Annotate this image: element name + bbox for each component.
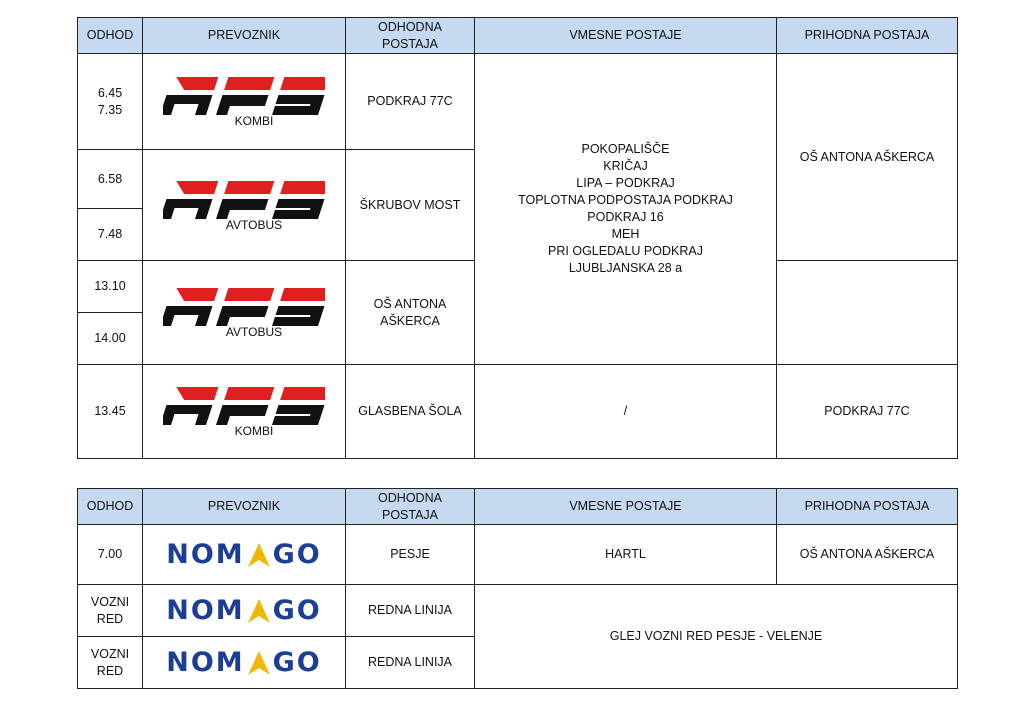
col-header-prevoznik: PREVOZNIK [143, 489, 346, 525]
vehicle-type: AVTOBUS [225, 325, 283, 339]
intermediate-stops: HARTL [475, 525, 777, 585]
aps-logo [163, 385, 325, 427]
departure-station: PESJE [346, 525, 475, 585]
vehicle-type: KOMBI [234, 114, 274, 128]
table-header-row [78, 18, 958, 54]
departure-time: 14.00 [78, 313, 143, 365]
arrival-station: PODKRAJ 77C [777, 365, 958, 459]
carrier-cell [143, 637, 346, 689]
departure-time: 6.58 [78, 150, 143, 209]
departure-time: 13.10 [78, 261, 143, 313]
carrier-cell [143, 585, 346, 637]
table-header-row [78, 489, 958, 525]
nomago-logo: NOM GO [166, 594, 322, 626]
col-header-vmesne-postaje: VMESNE POSTAJE [475, 18, 777, 54]
col-header-vmesne-postaje: VMESNE POSTAJE [475, 489, 777, 525]
carrier-cell [143, 525, 346, 585]
carrier-cell [143, 261, 346, 365]
col-header-odhodna-postaja: ODHODNA POSTAJA [346, 18, 475, 54]
departure-station: PODKRAJ 77C [346, 54, 475, 150]
departure-station: REDNA LINIJA [346, 637, 475, 689]
vehicle-type: KOMBI [234, 424, 274, 438]
col-header-odhodna-postaja: ODHODNA POSTAJA [346, 489, 475, 525]
departure-time: 7.48 [78, 209, 143, 261]
carrier-cell [143, 150, 346, 261]
col-header-odhod: ODHOD [78, 18, 143, 54]
table-row [78, 365, 958, 459]
intermediate-stops: / [475, 365, 777, 459]
aps-logo [163, 286, 325, 328]
schedule-note: GLEJ VOZNI RED PESJE - VELENJE [475, 585, 958, 689]
table-row [78, 54, 958, 150]
departure-time: VOZNI RED [78, 637, 143, 689]
schedule-table-nomago [77, 488, 958, 689]
arrival-station-empty [777, 261, 958, 365]
arrival-station: OŠ ANTONA AŠKERCA [777, 54, 958, 261]
departure-station: OŠ ANTONA AŠKERCA [346, 261, 475, 365]
intermediate-stops: POKOPALIŠČE KRIČAJ LIPA – PODKRAJ TOPLOTNA PODPOSTAJA PODKRAJ PODKRAJ 16 MEH PRI OGLEDALU PODKRAJ LJUBLJANSKA 28 a [475, 54, 777, 365]
carrier-cell [143, 54, 346, 150]
departure-station: REDNA LINIJA [346, 585, 475, 637]
col-header-odhod: ODHOD [78, 489, 143, 525]
departure-time: 13.45 [78, 365, 143, 459]
arrival-station: OŠ ANTONA AŠKERCA [777, 525, 958, 585]
col-header-prihodna-postaja: PRIHODNA POSTAJA [777, 18, 958, 54]
schedule-table-aps [77, 17, 958, 459]
nomago-logo: NOM GO [166, 646, 322, 678]
departure-time: VOZNI RED [78, 585, 143, 637]
col-header-prevoznik: PREVOZNIK [143, 18, 346, 54]
departure-station: GLASBENA ŠOLA [346, 365, 475, 459]
departure-time: 7.00 [78, 525, 143, 585]
carrier-cell [143, 365, 346, 459]
departure-station: ŠKRUBOV MOST [346, 150, 475, 261]
departure-times: 6.45 7.35 [78, 54, 143, 150]
aps-logo [163, 75, 325, 117]
vehicle-type: AVTOBUS [225, 217, 283, 232]
nomago-logo: NOM GO [166, 538, 322, 570]
aps-logo [163, 179, 325, 221]
table-row [78, 585, 958, 637]
col-header-prihodna-postaja: PRIHODNA POSTAJA [777, 489, 958, 525]
table-row [78, 525, 958, 585]
